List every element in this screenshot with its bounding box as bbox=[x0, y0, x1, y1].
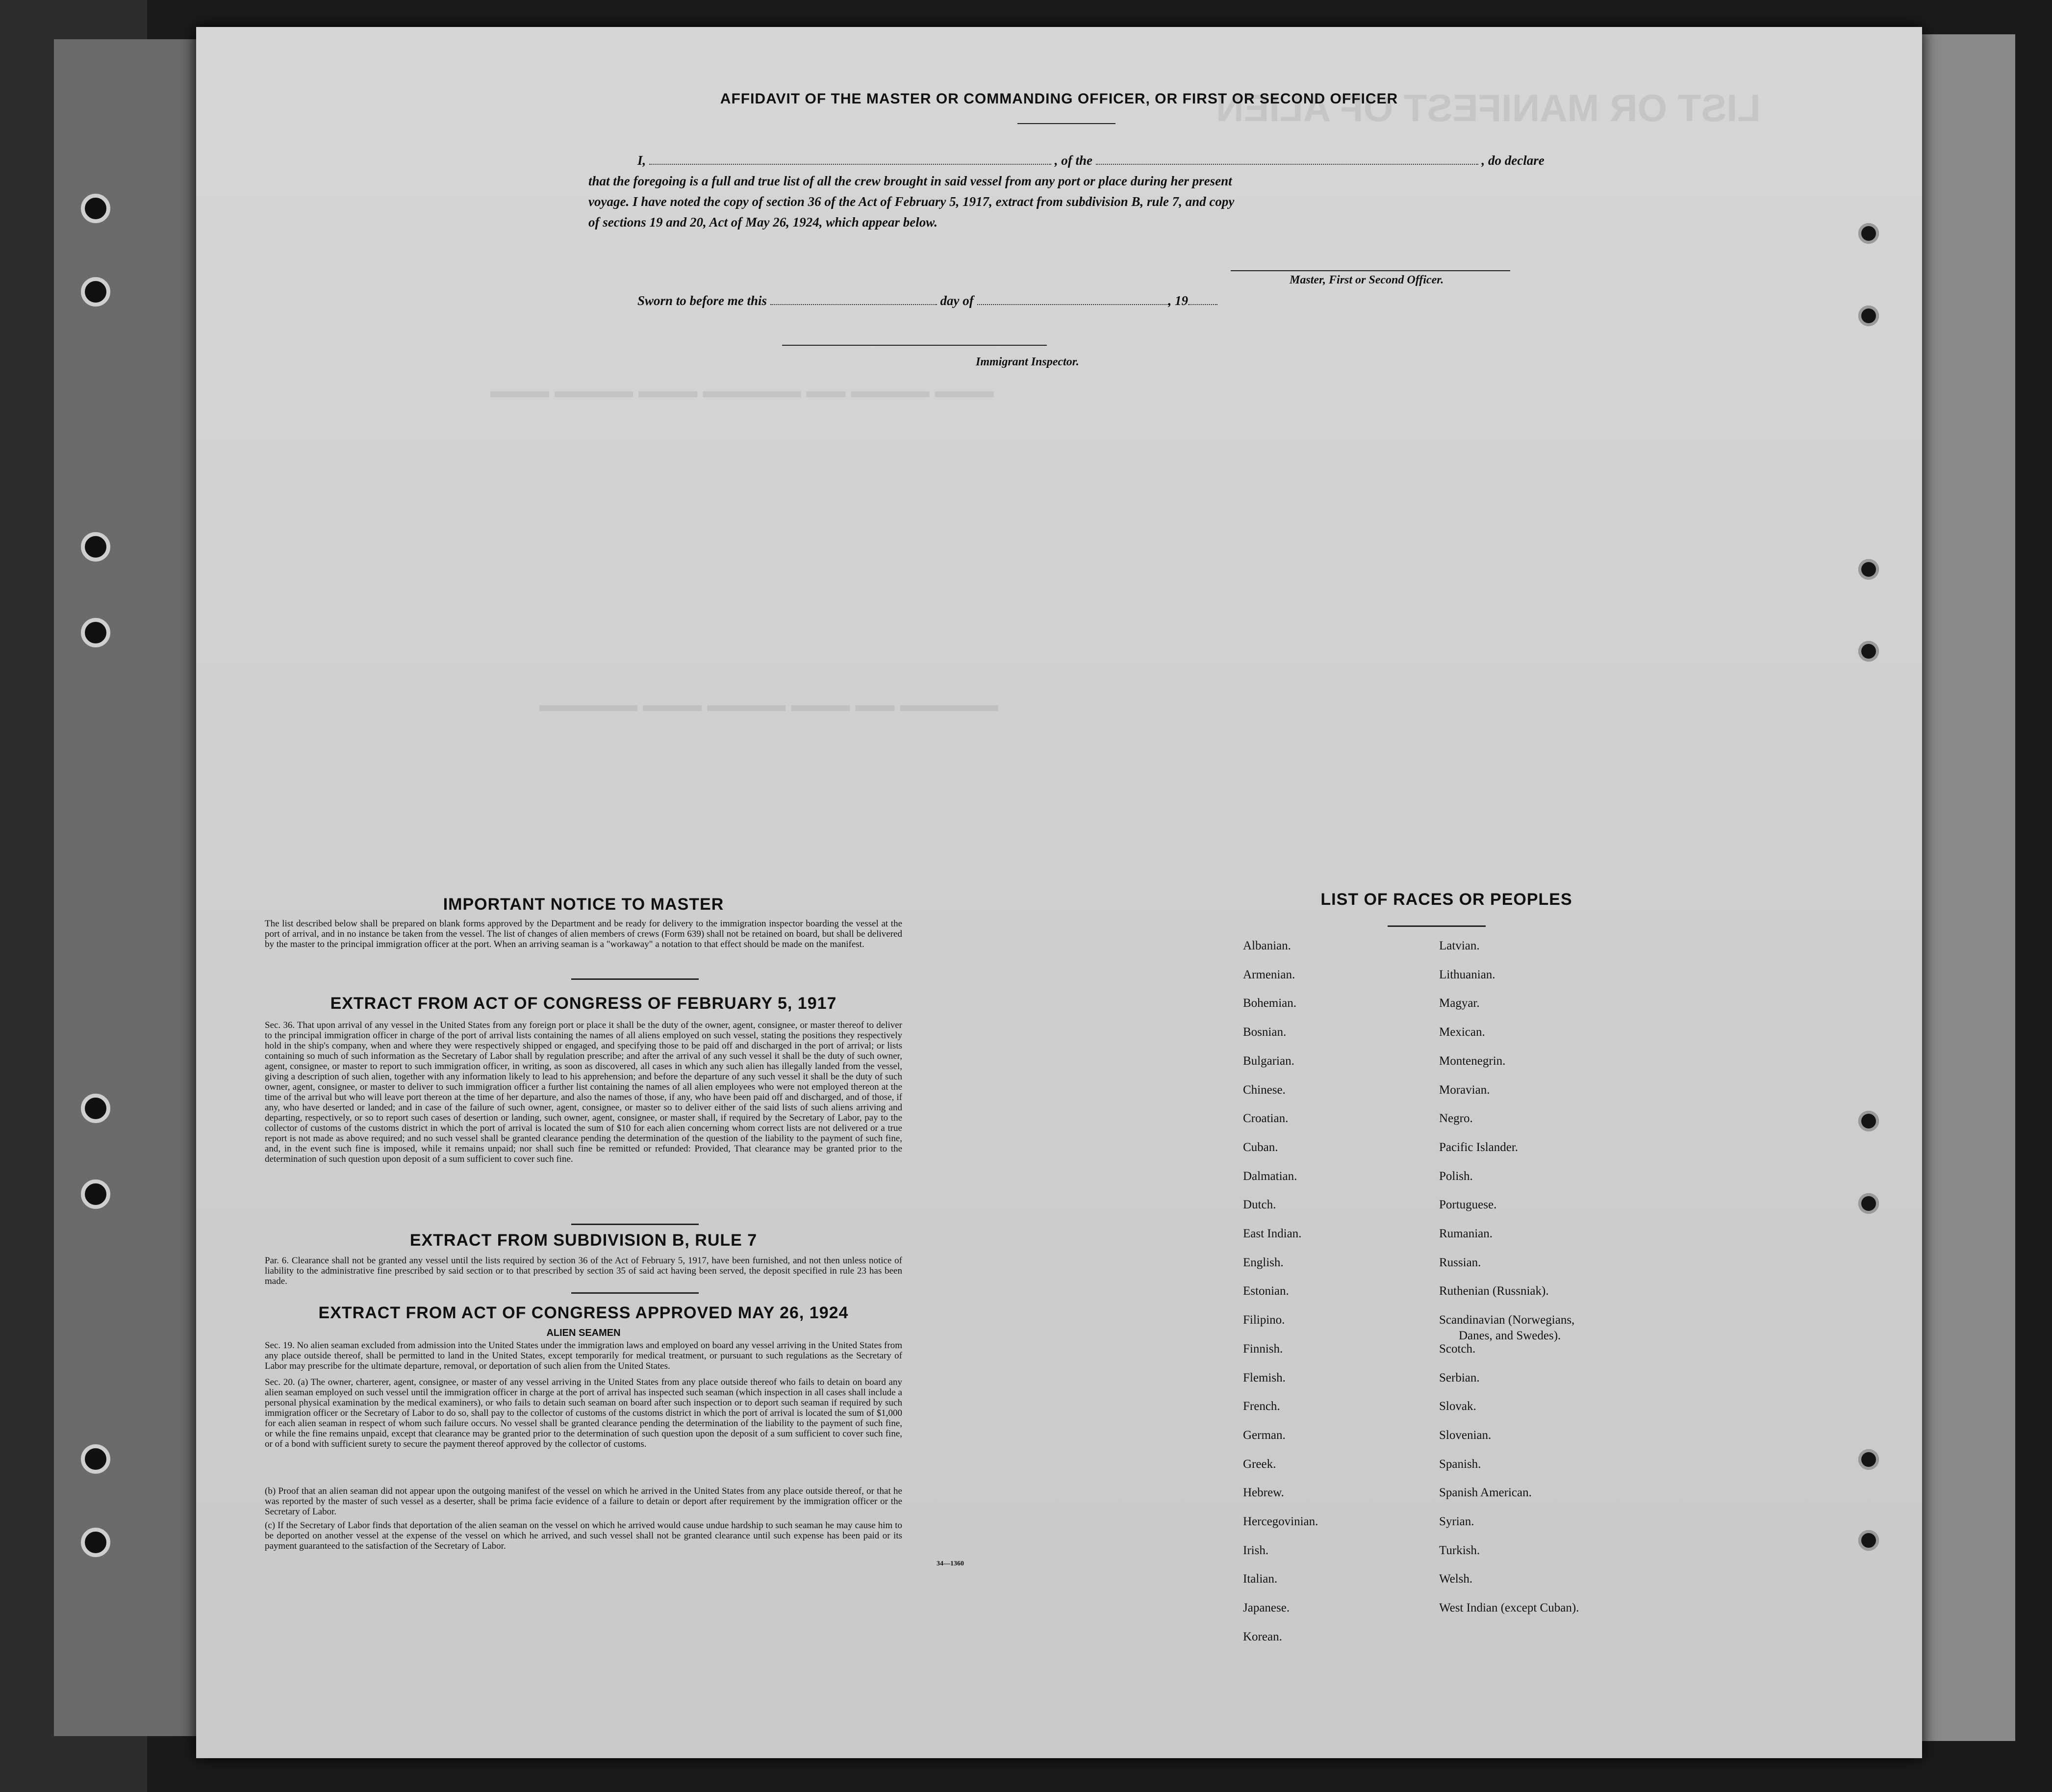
race-item-right: Mexican. bbox=[1439, 1025, 1485, 1039]
affidavit-line-4: of sections 19 and 20, Act of May 26, 1924, which appear below. bbox=[588, 215, 937, 230]
declare-text: , do declare bbox=[1481, 153, 1545, 168]
race-item-left: Irish. bbox=[1243, 1543, 1269, 1557]
race-item-left: Bulgarian. bbox=[1243, 1054, 1294, 1068]
race-item-right: Serbian. bbox=[1439, 1371, 1480, 1384]
race-item-right: Latvian. bbox=[1439, 939, 1480, 952]
race-item-right: Lithuanian. bbox=[1439, 968, 1495, 981]
day-of-text: day of bbox=[940, 293, 974, 308]
affidavit-line-2: that the foregoing is a full and true list of all the crew brought in said vessel from any port or place during her present bbox=[588, 174, 1232, 188]
affidavit-title: AFFIDAVIT OF THE MASTER OR COMMANDING OFFICER, OR FIRST OR SECOND OFFICER bbox=[720, 91, 1398, 107]
race-item-right: Slovenian. bbox=[1439, 1428, 1492, 1442]
divider-rule bbox=[571, 1292, 699, 1294]
document-page bbox=[196, 27, 1922, 1758]
underlying-sheet-left bbox=[54, 39, 196, 1736]
race-item-left: Dutch. bbox=[1243, 1198, 1276, 1212]
race-item-right: Rumanian. bbox=[1439, 1227, 1493, 1240]
subdivision-body: Par. 6. Clearance shall not be granted any vessel until the lists required by section 36 of the Act of February 5, 1917, have been furnished, and not then unless notice of liability to the administrative fine prescribed by said section or to that prescribed by section 35 of said act having been served, the deposit specified in rule 23 has been made. bbox=[265, 1255, 902, 1286]
inspector-caption: Immigrant Inspector. bbox=[976, 356, 1079, 368]
affidavit-i: I, bbox=[637, 153, 646, 168]
bleed-through-text: ▬▬▬ ▬▬▬▬ ▬▬ ▬▬▬▬▬ ▬▬▬ ▬▬▬▬ ▬▬▬ bbox=[490, 380, 994, 402]
binding-hole-icon bbox=[81, 1179, 110, 1209]
race-item-right: Portuguese. bbox=[1439, 1198, 1497, 1212]
race-item-right: Welsh. bbox=[1439, 1572, 1473, 1586]
race-item-left: Estonian. bbox=[1243, 1284, 1289, 1298]
race-item-left: Hebrew. bbox=[1243, 1486, 1284, 1500]
sworn-date-blank[interactable] bbox=[770, 304, 937, 305]
binding-hole-icon bbox=[81, 194, 110, 223]
sworn-text: Sworn to before me this bbox=[637, 293, 767, 308]
bleed-through-text: ▬▬▬▬▬ ▬▬ ▬▬▬ ▬▬▬▬ ▬▬▬ ▬▬▬▬▬ bbox=[539, 694, 998, 716]
affidavit-title-rule bbox=[1017, 123, 1115, 124]
race-item-left: Korean. bbox=[1243, 1630, 1282, 1643]
sec20a-text: Sec. 20. (a) The owner, charterer, agent, consignee, or master of any vessel arriving in the United States from any place outside thereof who fails to detain on board any alien seaman employed on such vessel until the immigration officer in charge at the port of arrival has inspected such seaman (which inspection in all cases shall include a personal physical examination by the medical examiners), or who fails to detain such seaman on board after such inspection or to deport such seaman if required by such immigration officer or the Secretary of Labor to do so, shall pay to the collector of customs of the customs district in which the port of arrival is located the sum of $1,000 for each alien seaman in respect of whom such failure occurs. No vessel shall be granted clearance pending the determination of the liability to the payment of such fine, or while the fine remains unpaid, except that clearance may be granted prior to the determination of such question upon the deposit of a sum sufficient to cover such fine, or of a bond with sufficient surety to secure the payment thereof approved by the collector of customs. bbox=[265, 1377, 902, 1449]
punch-hole-icon bbox=[1858, 1449, 1879, 1470]
extract-1917-body: Sec. 36. That upon arrival of any vessel in the United States from any foreign port or place it shall be the duty of the owner, agent, consignee, or master thereof to deliver to the principal immigration officer in charge of the port of arrival lists containing the names of all aliens employed on such vessel, stating the positions they respectively hold in the ship's company, when and where they were respectively shipped or engaged, and specifying those to be paid off and discharged in the port of arrival; or lists containing so much of such information as the Secretary of Labor shall by regulation prescribe; and after the arrival of any such vessel it shall be the duty of such owner, agent, consignee, or master to report to such immigration officer, in writing, as soon as discovered, all cases in which any such alien has illegally landed from the vessel, giving a description of such alien, together with any information likely to lead to his apprehension; and before the departure of any such vessel it shall be the duty of such owner, agent, consignee, or master to deliver to such immigration officer a further list containing the names of all alien employees who were not employed thereon at the time of the arrival but who will leave port thereon at the time of her departure, and also the names of those, if any, who have been paid off and discharged, and of those, if any, who have deserted or landed; and in case of the failure of such owner, agent, consignee, or master so to deliver either of the said lists of such aliens arriving and departing, respectively, or so to report such cases of desertion or landing, such owner, agent, consignee, or master shall, if required by the Secretary of Labor, pay to the collector of customs of the customs district in which the port of arrival is located the sum of $10 for each alien concerning whom correct lists are not delivered or a true report is not made as above required; and no such vessel shall be granted clearance pending the determination of the question of the liability to the payment of such fine, and, in the event such fine is imposed, while it remains unpaid; nor shall such fine be remitted or refunded: Provided, That clearance may be granted prior to the determination of such question upon deposit of a sum sufficient to cover such fine. bbox=[265, 1020, 902, 1164]
year-text: , 19 bbox=[1168, 293, 1189, 308]
race-item-left: Croatian. bbox=[1243, 1112, 1289, 1126]
race-item-right: Polish. bbox=[1439, 1169, 1473, 1183]
race-item-right: West Indian (except Cuban). bbox=[1439, 1601, 1579, 1615]
race-item-right: Slovak. bbox=[1439, 1400, 1476, 1413]
race-item-left: Bohemian. bbox=[1243, 997, 1297, 1010]
race-item-right: Syrian. bbox=[1439, 1515, 1474, 1528]
race-item-right: Scotch. bbox=[1439, 1342, 1476, 1356]
binding-hole-icon bbox=[81, 618, 110, 647]
sec20c-text: (c) If the Secretary of Labor finds that deportation of the alien seaman on the vessel on which he arrived would cause undue hardship to such seaman he may cause him to be deported on another vessel at the expense of the vessel on which he arrived, and such vessel shall not be granted clearance until such expense has been paid or its payment guaranteed to the satisfaction of the Secretary of Labor. bbox=[265, 1520, 902, 1551]
affidavit-line-1 bbox=[637, 153, 1545, 168]
race-item-right: Spanish American. bbox=[1439, 1486, 1532, 1500]
race-item-right: Ruthenian (Russniak). bbox=[1439, 1284, 1549, 1298]
race-item-left: Flemish. bbox=[1243, 1371, 1286, 1384]
race-item-left: Cuban. bbox=[1243, 1140, 1278, 1154]
binding-hole-icon bbox=[81, 532, 110, 562]
race-item-left: Finnish. bbox=[1243, 1342, 1283, 1356]
affidavit-line-3: voyage. I have noted the copy of section 36 of the Act of February 5, 1917, extract from subdivision B, rule 7, and copy bbox=[588, 194, 1235, 209]
race-item-left: French. bbox=[1243, 1400, 1280, 1413]
races-title-rule bbox=[1388, 925, 1486, 927]
sworn-line bbox=[637, 293, 1217, 308]
binding-hole-icon bbox=[81, 1444, 110, 1474]
name-blank[interactable] bbox=[649, 164, 1051, 165]
notice-body: The list described below shall be prepared on blank forms approved by the Department and be ready for delivery to the immigration inspector boarding the vessel at the port of arrival, and in no instance be taken from the vessel. The list of changes of alien members of crews (Form 639) shall not be retained on board, but shall be delivered by the master to the principal immigration officer at the port. When an arriving seaman is a "workaway" a notation to that effect should be made on the manifest. bbox=[265, 919, 902, 949]
race-item-right: Russian. bbox=[1439, 1255, 1481, 1269]
sec19-text: Sec. 19. No alien seaman excluded from admission into the United States under the immigration laws and employed on board any vessel arriving in the United States from any place outside thereof, shall be permitted to land in the United States, except temporarily for medical treatment, or pursuant to such regulations as the Secretary of Labor may prescribe for the ultimate departure, removal, or deportation of such alien from the United States. bbox=[265, 1340, 902, 1371]
race-item-left: Greek. bbox=[1243, 1457, 1276, 1471]
of-the-text: , of the bbox=[1054, 153, 1093, 168]
binding-hole-icon bbox=[81, 1528, 110, 1557]
race-item-left: Hercegovinian. bbox=[1243, 1515, 1318, 1528]
divider-rule bbox=[571, 978, 699, 980]
race-item-right: Moravian. bbox=[1439, 1083, 1490, 1097]
race-item-right: Turkish. bbox=[1439, 1543, 1480, 1557]
sec20b-text: (b) Proof that an alien seaman did not appear upon the outgoing manifest of the vessel on which he arrived in the United States from any place outside thereof, or that he was reported by the master of such vessel as a deserter, shall be prima facie evidence of a failure to detain or deport after requirement by the immigration officer or the Secretary of Labor. bbox=[265, 1486, 902, 1517]
punch-hole-icon bbox=[1858, 1111, 1879, 1131]
punch-hole-icon bbox=[1858, 306, 1879, 326]
race-item-left: East Indian. bbox=[1243, 1227, 1302, 1240]
race-item-right: Negro. bbox=[1439, 1112, 1473, 1126]
inspector-signature-line[interactable] bbox=[782, 345, 1047, 346]
extract-1924-subtitle: ALIEN SEAMEN bbox=[546, 1328, 621, 1338]
month-blank[interactable] bbox=[977, 304, 1168, 305]
bleed-through-text: LIST OR MANIFEST OF ALIEN bbox=[1216, 86, 1761, 129]
extract-1924-title: EXTRACT FROM ACT OF CONGRESS APPROVED MAY 26, 1924 bbox=[318, 1304, 849, 1322]
race-item-left: Armenian. bbox=[1243, 968, 1295, 981]
race-item-right: Magyar. bbox=[1439, 997, 1480, 1010]
binding-hole-icon bbox=[81, 277, 110, 307]
master-signature-line[interactable] bbox=[1231, 270, 1510, 271]
punch-hole-icon bbox=[1858, 1193, 1879, 1214]
subdivision-title: EXTRACT FROM SUBDIVISION B, RULE 7 bbox=[409, 1231, 758, 1250]
extract-1917-title: EXTRACT FROM ACT OF CONGRESS OF FEBRUARY 5, 1917 bbox=[330, 994, 837, 1013]
race-item-left: German. bbox=[1243, 1428, 1286, 1442]
race-item-left: Japanese. bbox=[1243, 1601, 1290, 1615]
race-item-left: Italian. bbox=[1243, 1572, 1278, 1586]
underlying-sheet-right bbox=[1917, 34, 2015, 1741]
races-title: LIST OF RACES OR PEOPLES bbox=[1320, 890, 1572, 909]
race-item-right: Pacific Islander. bbox=[1439, 1140, 1519, 1154]
punch-hole-icon bbox=[1858, 223, 1879, 244]
race-item-left: Albanian. bbox=[1243, 939, 1291, 952]
form-number: 34—1360 bbox=[937, 1560, 964, 1567]
race-item-left: Filipino. bbox=[1243, 1313, 1285, 1327]
race-item-left: Dalmatian. bbox=[1243, 1169, 1297, 1183]
master-signature-caption: Master, First or Second Officer. bbox=[1290, 274, 1444, 286]
race-item-left: English. bbox=[1243, 1255, 1284, 1269]
divider-rule bbox=[571, 1224, 699, 1225]
punch-hole-icon bbox=[1858, 1530, 1879, 1551]
punch-hole-icon bbox=[1858, 559, 1879, 580]
notice-title: IMPORTANT NOTICE TO MASTER bbox=[443, 895, 724, 914]
vessel-blank[interactable] bbox=[1096, 164, 1478, 165]
race-item-left: Bosnian. bbox=[1243, 1025, 1287, 1039]
race-item-left: Chinese. bbox=[1243, 1083, 1286, 1097]
binding-hole-icon bbox=[81, 1094, 110, 1123]
year-blank[interactable] bbox=[1188, 304, 1217, 305]
race-item-right: Scandinavian (Norwegians, bbox=[1439, 1313, 1575, 1327]
race-item-right: Danes, and Swedes). bbox=[1459, 1329, 1561, 1343]
race-item-right: Spanish. bbox=[1439, 1457, 1481, 1471]
punch-hole-icon bbox=[1858, 641, 1879, 662]
race-item-right: Montenegrin. bbox=[1439, 1054, 1506, 1068]
